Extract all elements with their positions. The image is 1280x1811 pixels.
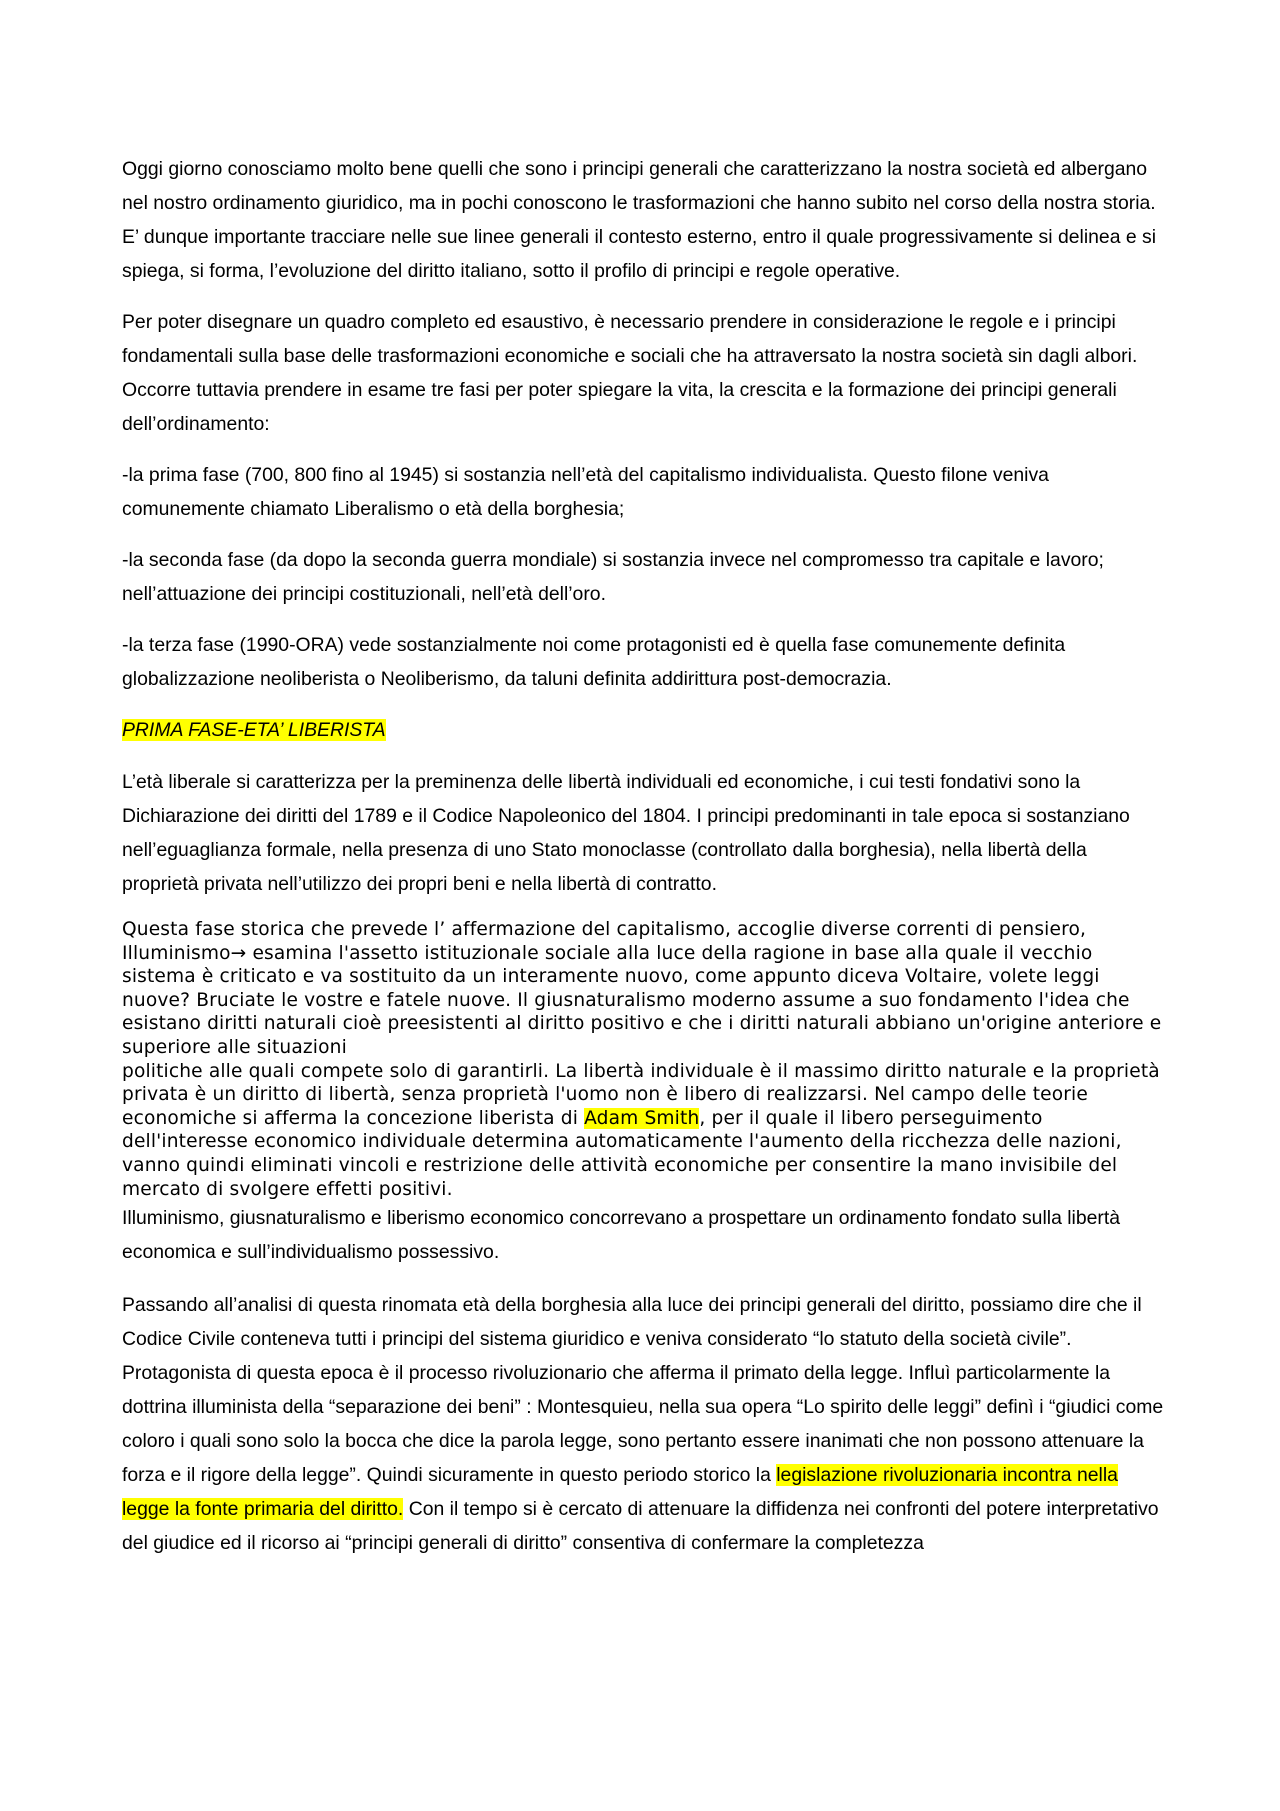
paragraph-third-phase: -la terza fase (1990-ORA) vede sostanzialmente noi come protagonisti ed è quella fase comunemente definita globalizzazione neoliberista o Neoliberismo, da taluni definita addirittura post-democrazia. [122, 634, 1066, 690]
quote-part-c: politiche alle quali compete solo di garantirli. La libertà individuale è il massimo diritto naturale e la proprietà privata è un diritto di libertà, senza proprietà l'uomo non è libero di realizzarsi. Nel campo delle teorie economiche si afferma la concezione liberista di [122, 1060, 1160, 1129]
highlight-legislation: legislazione rivoluzionaria incontra nella legge la fonte primaria del diritto. [122, 1464, 1118, 1521]
paragraph-bourgeois-part-b: Con il tempo si è cercato di attenuare la diffidenza nei confronti del potere interpretativo del giudice ed il ricorso ai “principi generali di diritto” consentiva di confermare la completezza [122, 1498, 1159, 1555]
paragraph-intro: Oggi giorno conosciamo molto bene quelli che sono i principi generali che caratterizzano la nostra società ed albergano nel nostro ordinamento giuridico, ma in pochi conoscono le trasformazioni che hanno subito nel corso della nostra storia. E’ dunque importante tracciare nelle sue linee generali il contesto esterno, entro il quale progressivamente si delinea e si spiega, si forma, l’evoluzione del diritto italiano, sotto il profilo di principi e regole operative. [122, 158, 1157, 282]
quote-part-b: esamina l'assetto istituzionale sociale alla luce della ragione in base alla quale il vecchio sistema è criticato e va sostituito da un interamente nuovo, come appunto diceva Voltaire, volete leggi nuove? Bruciate le vostre e fatele nuove. Il giusnaturalismo moderno assume a suo fondamento l'idea che esistano diritti naturali cioè preesistenti al diritto positivo e che i diritti naturali abbiano un'origine anteriore e superiore alle situazioni [122, 942, 1162, 1058]
paragraph-summary: Illuminismo, giusnaturalismo e liberismo economico concorrevano a prospettare un ordinamento fondato sulla libertà economica e sull’individualismo possessivo. [122, 1207, 1121, 1264]
paragraph-bourgeois-age [122, 1288, 1167, 1560]
quote-part-a: Questa fase storica che prevede l’ affermazione del capitalismo, accoglie diverse correnti di pensiero, Illuminismo [122, 919, 1087, 964]
paragraph-liberal-age: L’età liberale si caratterizza per la preminenza delle libertà individuali ed economiche, i cui testi fondativi sono la Dichiarazione dei diritti del 1789 e il Codice Napoleonico del 1804. I principi predominanti in tale epoca si sostanziano nell’eguaglianza formale, nella presenza di uno Stato monoclasse (controllato dalla borghesia), nella libertà della proprietà privata nell’utilizzo dei propri beni e nella libertà di contratto. [122, 771, 1130, 895]
paragraph-first-phase: -la prima fase (700, 800 fino al 1945) si sostanzia nell’età del capitalismo individualista. Questo filone veniva comunemente chiamato Liberalismo o età della borghesia; [122, 464, 1049, 520]
paragraph-overview: Per poter disegnare un quadro completo ed esaustivo, è necessario prendere in considerazione le regole e i principi fondamentali sulla base delle trasformazioni economiche e sociali che ha attraversato la nostra società sin dagli albori. Occorre tuttavia prendere in esame tre fasi per poter spiegare la vita, la crescita e la formazione dei principi generali dell’ordinamento: [122, 311, 1138, 435]
quote-part-c-line [122, 1060, 1167, 1202]
section-heading-text: PRIMA FASE-ETA’ LIBERISTA [122, 719, 386, 741]
highlight-adam-smith: Adam Smith [584, 1107, 700, 1129]
section-heading [122, 713, 1167, 747]
document-body [122, 152, 1167, 1577]
arrow-right-icon: → [230, 942, 247, 964]
paragraph-bourgeois-part-a: Passando all’analisi di questa rinomata età della borghesia alla luce dei principi generali del diritto, possiamo dire che il Codice Civile conteneva tutti i principi del sistema giuridico e veniva considerato “lo statuto della società civile”. Protagonista di questa epoca è il processo rivoluzionario che afferma il primato della legge. Influì particolarmente la dottrina illuminista della “separazione dei beni” : Montesquieu, nella sua opera “Lo spirito delle leggi” definì i “giudici come coloro i quali sono solo la bocca che dice la parola legge, sono pertanto essere inanimati che non possono attenuare la forza e il rigore della legge”. Quindi sicuramente in questo periodo storico la [122, 1294, 1164, 1487]
paragraph-second-phase: -la seconda fase (da dopo la seconda guerra mondiale) si sostanzia invece nel compromesso tra capitale e lavoro; nell’attuazione dei principi costituzionali, nell’età dell’oro. [122, 549, 1104, 605]
quote-part-d: , per il quale il libero perseguimento dell'interesse economico individuale determina automaticamente l'aumento della ricchezza delle nazioni, vanno quindi eliminati vincoli e restrizione delle attività economiche per consentire la mano invisibile del mercato di svolgere effetti positivi. [122, 1107, 1122, 1200]
quoted-passage [122, 918, 1167, 1201]
